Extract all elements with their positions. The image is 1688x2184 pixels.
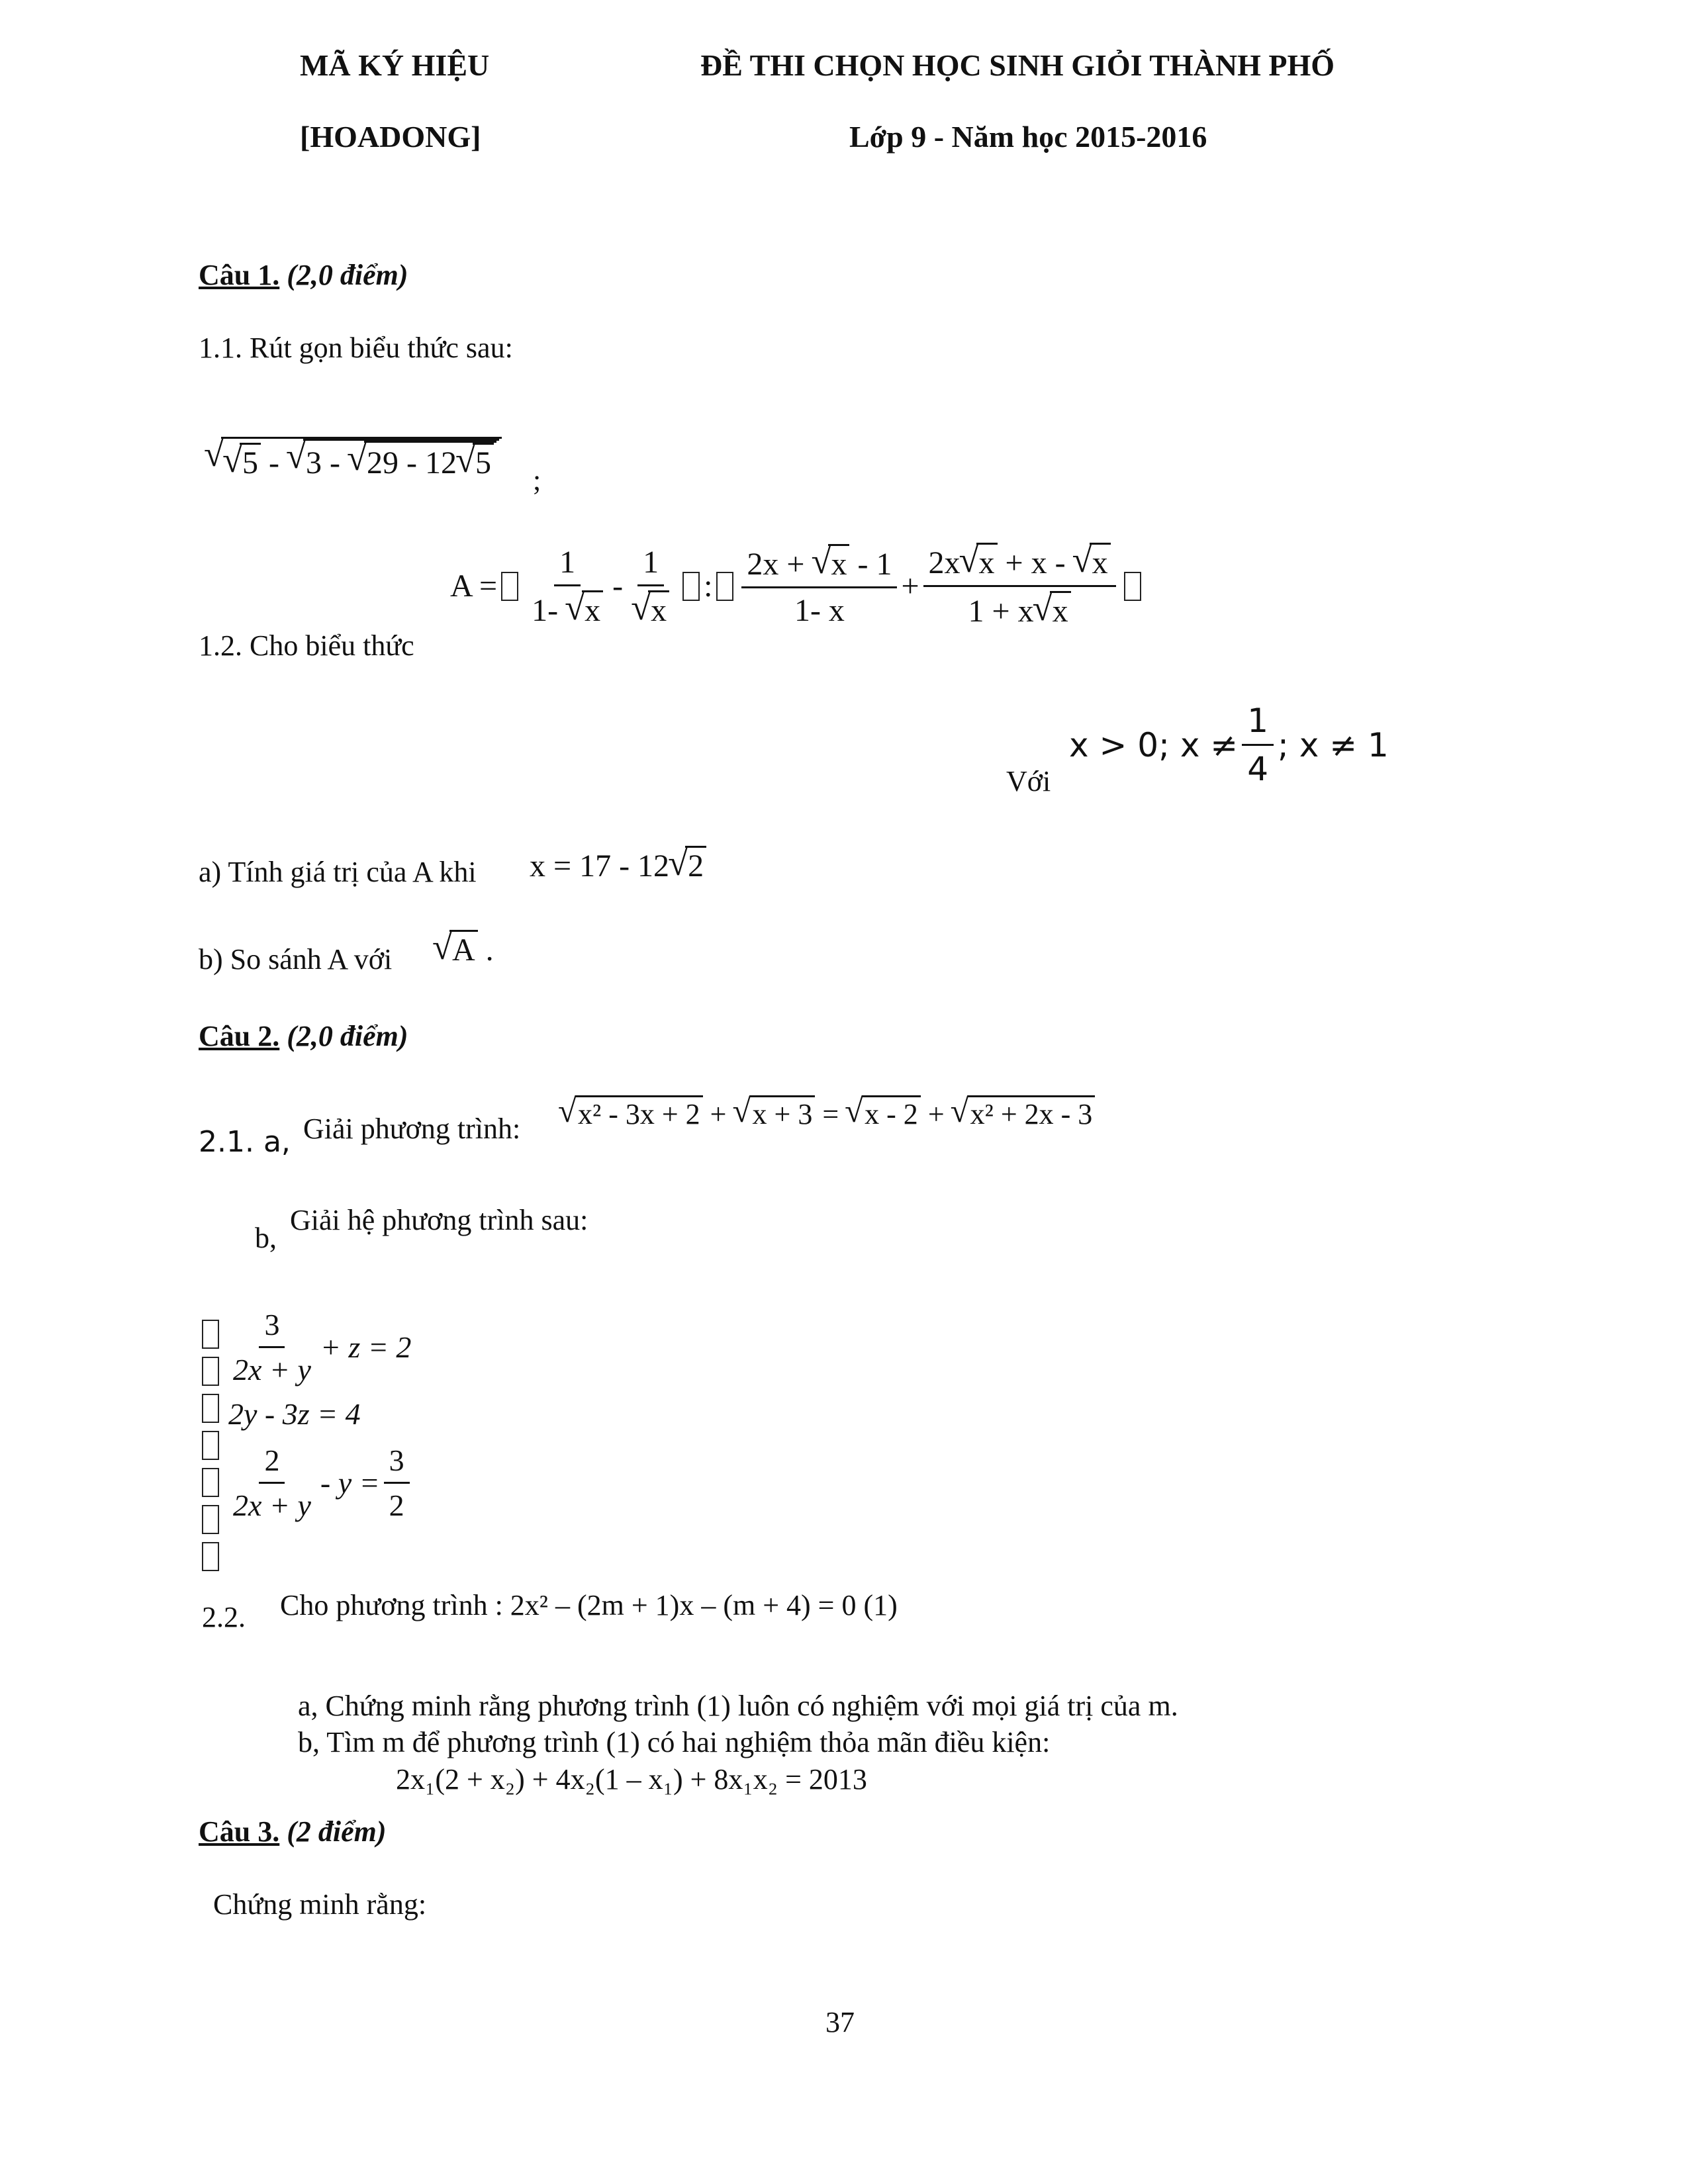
- question-1-title: Câu 1.: [199, 259, 280, 291]
- item-2-1-b-prefix: b,: [255, 1222, 277, 1254]
- item-2-2-prefix: 2.2.: [202, 1601, 246, 1633]
- brace-placeholder-icon: [202, 1505, 219, 1534]
- bracket-placeholder-icon: [501, 572, 518, 601]
- item-1-2-a: a) Tính giá trị của A khi: [199, 856, 477, 888]
- question-1-points: (2,0 điểm): [287, 259, 408, 291]
- question-3-points: (2 điểm): [287, 1815, 387, 1848]
- radicand-5: 5: [240, 443, 261, 481]
- system-brace: [202, 1316, 219, 1575]
- item-2-2-b: b, Tìm m để phương trình (1) có hai nghiệm thỏa mãn điều kiện:: [298, 1726, 1051, 1758]
- bracket-placeholder-icon: [1124, 572, 1141, 601]
- code-label: MÃ KÝ HIỆU: [300, 48, 490, 82]
- item-2-2-condition: 2x₁(2 + x₂) + 4x₂(1 – x₁) + 8x₁x₂ = 2013: [396, 1763, 867, 1796]
- system-line-3: $\frac{2}{2x + y}$ - y = $\frac{3}{2}$: [224, 1443, 414, 1523]
- item-2-2-a: a, Chứng minh rằng phương trình (1) luôn có nghiệm với mọi giá trị của m.: [298, 1690, 1178, 1722]
- nested-radical-expression: √ √ 5 - √ 3 - √ 29 - 12√ 5: [205, 437, 502, 481]
- brace-placeholder-icon: [202, 1468, 219, 1497]
- question-3-heading: [199, 1815, 387, 1848]
- semicolon: ;: [533, 464, 541, 496]
- system-line-1: $\frac{3}{2x + y}$ + z = 2: [233, 1308, 412, 1387]
- brace-placeholder-icon: [202, 1542, 219, 1571]
- question-2-title: Câu 2.: [199, 1020, 280, 1052]
- item-2-1-b-text: Giải hệ phương trình sau:: [290, 1204, 588, 1236]
- brace-placeholder-icon: [202, 1431, 219, 1460]
- item-1-2-a-expression: x = 17 - 12√ 2: [530, 846, 706, 884]
- bracket-placeholder-icon: [716, 572, 733, 601]
- item-1-2: 1.2. Cho biểu thức: [199, 629, 414, 662]
- system-line-2: 2y - 3z = 4: [228, 1397, 361, 1431]
- item-1-2-b: b) So sánh A với: [199, 943, 393, 976]
- equation-2-1a: √ x² - 3x + 2 + √ x + 3 = √ x - 2 + √ x² + 2x - 3: [559, 1095, 1095, 1131]
- condition-label: Với: [1006, 765, 1051, 797]
- question-1-heading: [199, 258, 408, 292]
- question-2-points: (2,0 điểm): [287, 1020, 408, 1052]
- item-2-1-text: Giải phương trình:: [303, 1113, 521, 1145]
- question-3-text: Chứng minh rằng:: [213, 1888, 427, 1921]
- item-2-2-text: Cho phương trình : 2x² – (2m + 1)x – (m + 4) = 0 (1): [280, 1589, 898, 1621]
- code-value: [HOADONG]: [300, 120, 481, 154]
- condition-expression: x > 0; x ≠ $\frac{1}{4}$ ; x ≠ 1: [1069, 702, 1389, 788]
- brace-placeholder-icon: [202, 1357, 219, 1386]
- item-1-1: 1.1. Rút gọn biểu thức sau:: [199, 332, 513, 364]
- question-3-title: Câu 3.: [199, 1815, 280, 1848]
- exam-title: ĐỀ THI CHỌN HỌC SINH GIỎI THÀNH PHỐ: [700, 48, 1335, 82]
- expression-a: A = $\frac{1}{1- √ x}$ - 1 √ x : $\frac{2x + √ x - 1}{1- x}$ + $\frac{2x√ x + x - √ x}{1 + x√ x}$: [450, 543, 1145, 629]
- page-number: 37: [825, 2006, 855, 2038]
- item-1-2-b-expression: √ A .: [434, 930, 494, 968]
- brace-placeholder-icon: [202, 1394, 219, 1423]
- bracket-placeholder-icon: [682, 572, 700, 601]
- brace-placeholder-icon: [202, 1320, 219, 1349]
- exam-subtitle: Lớp 9 - Năm học 2015-2016: [849, 120, 1207, 154]
- question-2-heading: [199, 1019, 408, 1053]
- item-2-1-prefix: 2.1. a,: [199, 1125, 291, 1159]
